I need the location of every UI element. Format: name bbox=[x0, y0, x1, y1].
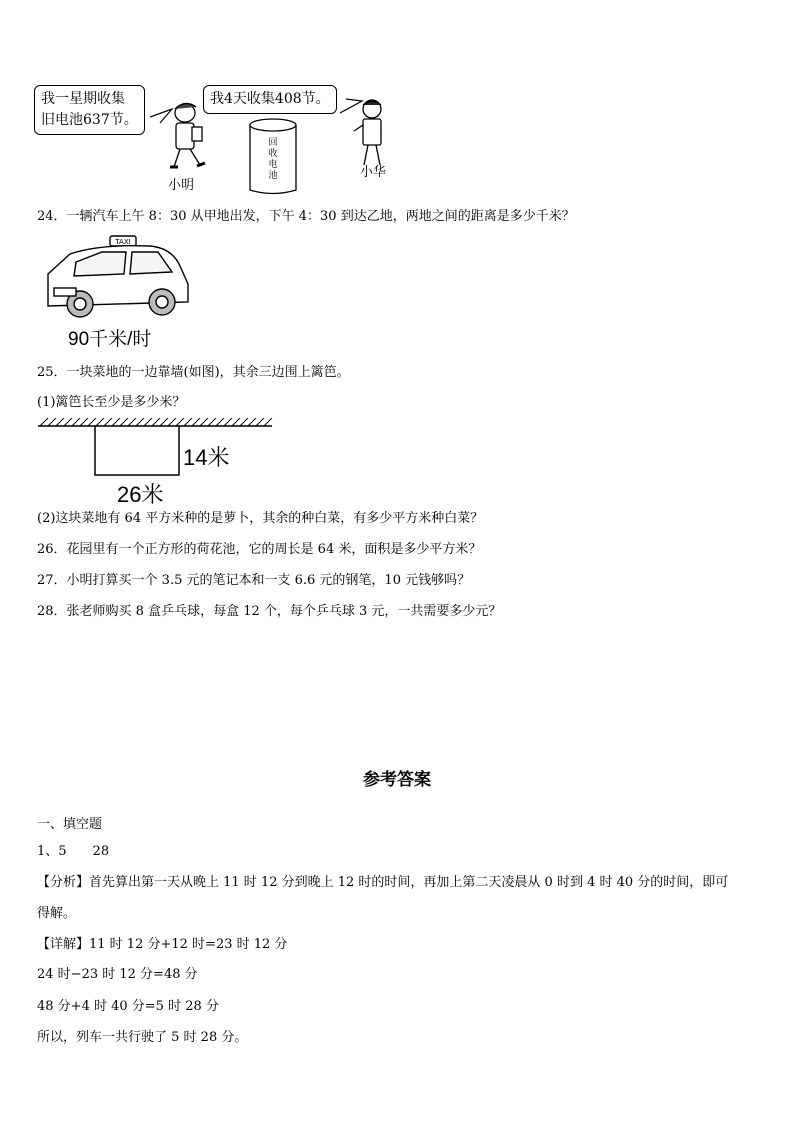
speech-bubble-xiaoming bbox=[34, 85, 145, 135]
answers-title: 参考答案 bbox=[363, 770, 431, 790]
question-28: 28．张老师购买 8 盒乒乓球，每盒 12 个，每个乒乓球 3 元，一共需要多少元？ bbox=[37, 604, 502, 619]
fence-rectangle bbox=[95, 426, 179, 475]
question-24: 24．一辆汽车上午 8：30 从甲地出发，下午 4：30 到达乙地，两地之间的距离是多少千米？ bbox=[37, 209, 575, 224]
bubble-line-2: 旧电池637节。 bbox=[41, 112, 138, 128]
question-26: 26．花园里有一个正方形的荷花池，它的周长是 64 米，面积是多少平方米？ bbox=[37, 542, 482, 557]
bin-char: 池 bbox=[268, 171, 278, 181]
name-xiaohua: 小华 bbox=[360, 165, 387, 180]
question-27: 27．小明打算买一个 3.5 元的笔记本和一支 6.6 元的钢笔，10 元钱够吗？ bbox=[37, 573, 471, 588]
boy-xiaohua-figure bbox=[354, 100, 381, 165]
question-25-part-1: (1)篱笆长至少是多少米？ bbox=[37, 395, 186, 410]
question-25-part-2: (2)这块菜地有 64 平方米种的是萝卜，其余的种白菜，有多少平方米种白菜？ bbox=[37, 511, 484, 526]
answer-1-detail: 【详解】11 时 12 分+12 时=23 时 12 分 bbox=[37, 937, 288, 952]
taxi-roof-sign: TAXI bbox=[115, 238, 131, 246]
bin-char: 回 bbox=[268, 138, 278, 148]
taxi-speed-label: 90千米/时 bbox=[68, 329, 152, 350]
answer-1-analysis-cont: 得解。 bbox=[37, 906, 77, 921]
boy-xiaoming-figure bbox=[170, 103, 205, 167]
bubble-tail-left bbox=[150, 109, 172, 123]
answer-1-conclusion: 所以，列车一共行驶了 5 时 28 分。 bbox=[37, 1030, 248, 1045]
bin-char: 收 bbox=[268, 149, 278, 159]
plot-height-label: 14米 bbox=[183, 445, 230, 470]
answer-1-analysis: 【分析】首先算出第一天从晚上 11 时 12 分到晚上 12 时的时间，再加上第二天凌晨从 0 时到 4 时 40 分的时间，即可 bbox=[37, 875, 729, 890]
wall-hatching bbox=[40, 418, 272, 426]
bubble-line-1: 我一星期收集 bbox=[41, 91, 125, 107]
answers-section-heading: 一、填空题 bbox=[37, 817, 103, 832]
bubble-text: 我4天收集408节。 bbox=[210, 91, 330, 107]
recycle-bin-label bbox=[267, 138, 279, 182]
bin-char: 电 bbox=[268, 160, 278, 170]
bubble-tail-right bbox=[340, 99, 362, 113]
answer-1: 1、5 28 bbox=[37, 844, 110, 859]
name-xiaoming: 小明 bbox=[168, 178, 195, 193]
vegetable-plot-diagram bbox=[38, 418, 274, 478]
taxi-drawing bbox=[40, 232, 200, 324]
plot-width-label: 26米 bbox=[117, 482, 164, 507]
answer-1-step-3: 48 分+4 时 40 分=5 时 28 分 bbox=[37, 999, 219, 1014]
question-25: 25．一块菜地的一边靠墙(如图)，其余三边围上篱笆。 bbox=[37, 365, 350, 380]
answer-1-step-2: 24 时−23 时 12 分=48 分 bbox=[37, 967, 198, 982]
